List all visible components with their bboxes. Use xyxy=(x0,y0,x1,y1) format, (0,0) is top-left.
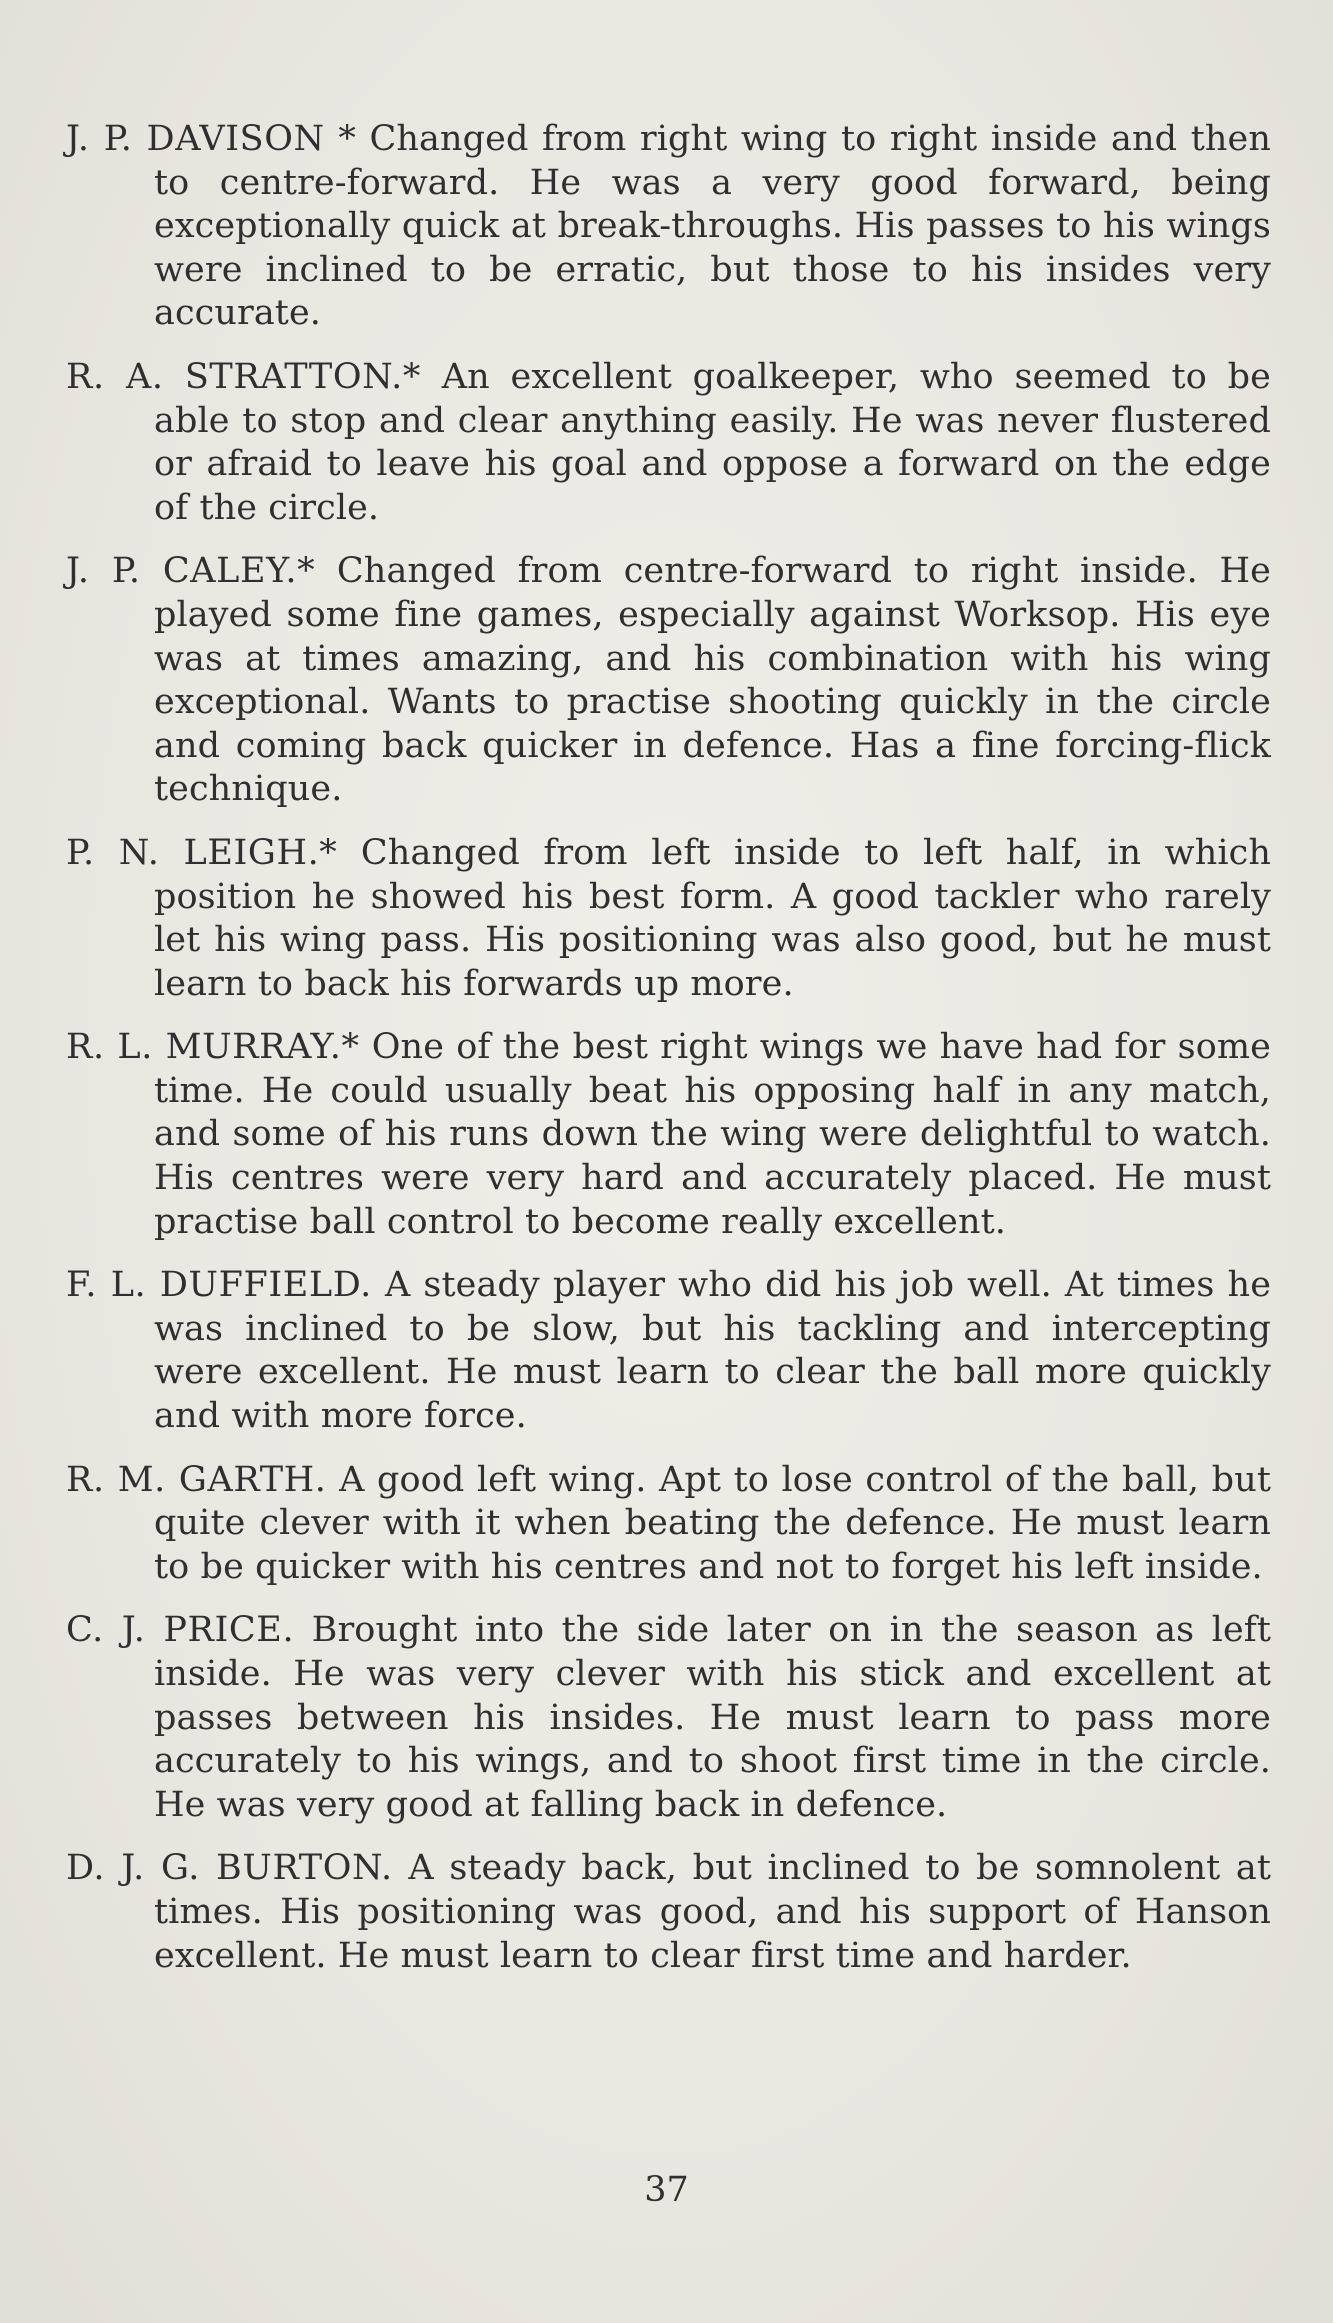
player-name: F. L. DUFFIELD. xyxy=(66,1265,372,1306)
player-report: A good left wing. Apt to lose control of the ball, but quite clever with it when beating the defence. He must learn to be quicker with his centres and not to forget his left inside. xyxy=(154,1459,1271,1587)
player-entry-murray xyxy=(66,1026,1271,1244)
player-entry-garth xyxy=(66,1459,1271,1590)
player-name: P. N. LEIGH.* xyxy=(66,832,338,873)
player-entry-davison xyxy=(66,118,1271,336)
player-name: J. P. CALEY.* xyxy=(66,551,316,592)
player-name: R. L. MURRAY.* xyxy=(66,1027,360,1068)
player-report: A steady back, but inclined to be somnolent at times. His positioning was good, and his support of Hanson excellent. He must learn to clear first time and harder. xyxy=(154,1848,1271,1976)
player-name: R. A. STRATTON.* xyxy=(66,356,421,397)
player-report: A steady player who did his job well. At times he was inclined to be slow, but his tackling and intercepting were excellent. He must learn to clear the ball more quickly and with more force. xyxy=(154,1265,1272,1437)
player-entry-price xyxy=(66,1609,1271,1827)
player-entry-caley xyxy=(66,550,1271,812)
player-report: Brought into the side later on in the season as left inside. He was very clever with his stick and excellent at passes between his insides. He must learn to pass more accurately to his wings, and to shoot first time in the circle. He was very good at falling back in defence. xyxy=(154,1610,1271,1825)
player-report: * Changed from right wing to right inside and then to centre-forward. He was a very good forward, being exceptionally quick at break-throughs. His passes to his wings were inclined to be erratic, but those to his insides very accurate. xyxy=(154,119,1271,334)
player-report: One of the best right wings we have had for some time. He could usually beat his opposing half in any match, and some of his runs down the wing were delightful to watch. His centres were very hard and accurately placed. He must practise ball control to become really excellent. xyxy=(154,1027,1271,1242)
player-entry-duffield xyxy=(66,1264,1271,1438)
player-name: D. J. G. BURTON. xyxy=(66,1848,393,1889)
player-name: J. P. DAVISON xyxy=(66,119,325,159)
player-entry-leigh xyxy=(66,832,1271,1006)
player-name: C. J. PRICE. xyxy=(66,1610,295,1651)
player-report: Changed from centre-forward to right inside. He played some fine games, especially against Worksop. His eye was at times amazing, and his combination with his wing exceptional. Wants to practise shooting quickly in the circle and coming back quicker in defence. Has a fine forcing-flick technique. xyxy=(154,551,1271,810)
player-entry-burton xyxy=(66,1847,1271,1978)
player-entry-stratton xyxy=(66,356,1271,530)
player-report: Changed from left inside to left half, in which position he showed his best form. A good tackler who rarely let his wing pass. His positioning was also good, but he must learn to back his forwards up more. xyxy=(154,832,1271,1004)
page-number: 37 xyxy=(644,2170,689,2210)
player-reports xyxy=(66,118,1271,1978)
player-name: R. M. GARTH. xyxy=(66,1459,327,1500)
player-report: An excellent goalkeeper, who seemed to be able to stop and clear anything easily. He was never flustered or afraid to leave his goal and oppose a forward on the edge of the circle. xyxy=(154,356,1271,528)
